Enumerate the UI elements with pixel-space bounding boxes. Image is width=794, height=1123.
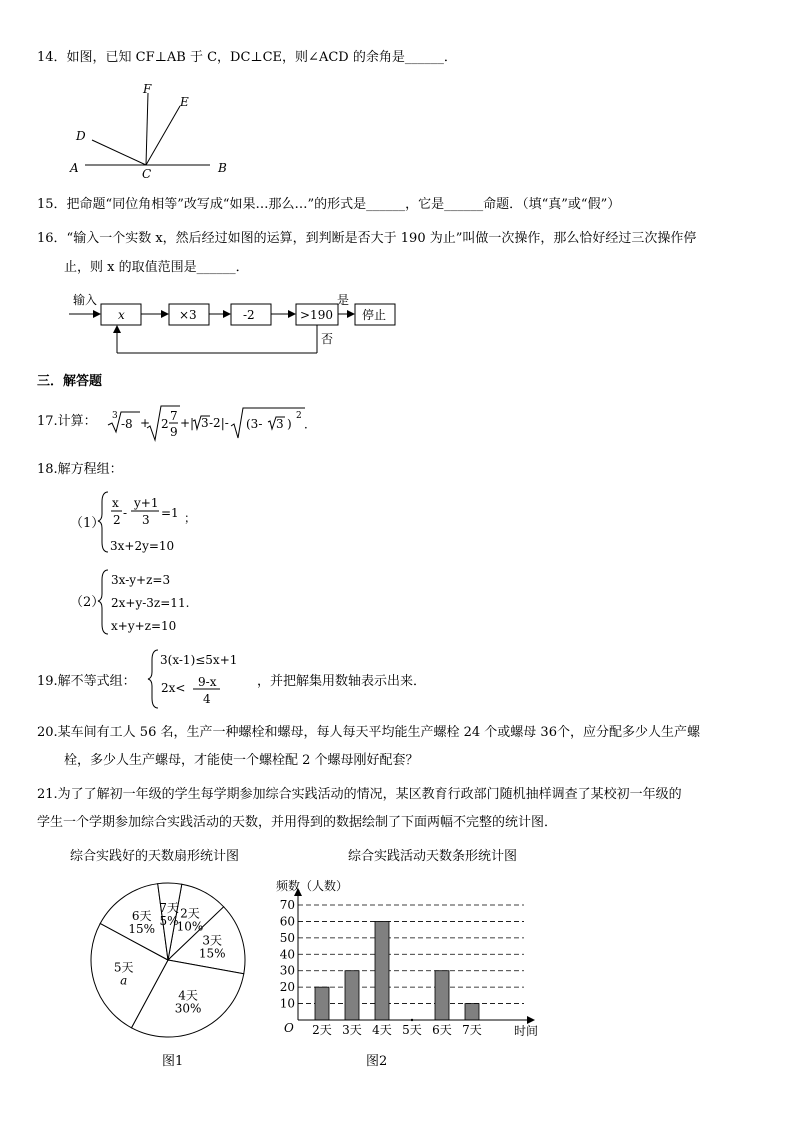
q18-title: 18.解方程组： — [37, 462, 123, 477]
q18-system1 — [98, 490, 208, 555]
svg-text:-: - — [123, 506, 128, 520]
svg-text:2: 2 — [113, 513, 121, 527]
svg-text:+|: +| — [180, 416, 195, 430]
x-tick-4: 6天 — [432, 1023, 452, 1037]
svg-text:2x<: 2x< — [161, 681, 186, 695]
q16-line1: 16．“输入一个实数 x，然后经过如图的运算，到判断是否大于 190 为止”叫做一次操作，那么恰好经过三次操作停 — [37, 231, 697, 246]
q16-line2: 止，则 x 的取值范围是______． — [64, 260, 249, 275]
flow-box-x-text: x — [118, 308, 125, 322]
pie-pct-4: 15% — [128, 922, 156, 937]
q14-figure — [60, 80, 240, 180]
label-b: B — [218, 161, 227, 175]
y-tick-40: 40 — [279, 947, 295, 962]
flow-box-minus2-text: -2 — [243, 308, 255, 322]
x-tick-0: 2天 — [312, 1023, 332, 1037]
svg-text:3: 3 — [142, 513, 150, 527]
y-tick-30: 30 — [279, 963, 295, 978]
q15-text: 15．把命题“同位角相等”改写成“如果…那么…”的形式是______，它是______命题．（填“真”或“假”） — [37, 197, 621, 212]
svg-text:3: 3 — [112, 411, 118, 421]
svg-text:7: 7 — [170, 409, 178, 423]
svg-text:2x+y-3z=11.: 2x+y-3z=11. — [111, 596, 190, 610]
flow-box-stop-text: 停止 — [362, 308, 387, 322]
bar-4 — [435, 971, 449, 1020]
q19-prefix: 19.解不等式组： — [37, 674, 136, 689]
pie-label-1: 3天 — [202, 933, 223, 948]
q21-line1: 21.为了了解初一年级的学生每学期参加综合实践活动的情况，某区教育行政部门随机抽样调查了某校初一年级的 — [37, 787, 682, 802]
origin-label: O — [284, 1021, 294, 1035]
flow-input-label: 输入 — [73, 293, 98, 307]
q18-system2 — [98, 568, 218, 636]
flow-yes-label: 是 — [337, 293, 350, 307]
pie-pct-3: a — [120, 973, 128, 988]
pie-pct-2: 30% — [174, 1001, 202, 1016]
q20-line2: 栓，多少人生产螺母，才能使一个螺栓配 2 个螺母刚好配套？ — [64, 753, 419, 768]
y-tick-60: 60 — [279, 914, 295, 929]
svg-text:+: + — [140, 416, 151, 430]
pie-label-2: 4天 — [178, 988, 198, 1003]
line-cd — [92, 140, 146, 165]
pie-label-5: 7天 — [159, 900, 179, 915]
svg-text:3: 3 — [201, 416, 209, 430]
svg-text:y+1: y+1 — [134, 496, 159, 510]
svg-text:．: ． — [304, 417, 317, 431]
pie-title: 综合实践好的天数扇形统计图 — [70, 849, 240, 864]
label-f: F — [143, 82, 152, 96]
flow-box-gt190-text: >190 — [300, 308, 333, 322]
q18-p2-label: （2） — [70, 595, 105, 610]
svg-text:；: ； — [184, 511, 197, 525]
x-tick-3: 5天 — [402, 1023, 422, 1037]
pie-pct-0: 10% — [176, 919, 204, 934]
svg-text:-2|-: -2|- — [209, 416, 229, 430]
q19-suffix: ，并把解集用数轴表示出来． — [257, 674, 427, 689]
bar-chart — [272, 875, 547, 1050]
pie-caption: 图1 — [162, 1054, 184, 1069]
label-a: A — [70, 161, 79, 175]
pie-label-0: 2天 — [180, 906, 200, 921]
q14-text: 14．如图，已知 CF⊥AB 于 C，DC⊥CE，则∠ACD 的余角是______． — [37, 50, 457, 65]
svg-text:9-x: 9-x — [198, 675, 217, 689]
pie-pct-5: 5% — [159, 913, 179, 928]
pie-label-3: 5天 — [113, 960, 134, 975]
line-cf — [146, 93, 148, 165]
svg-text:x: x — [112, 496, 119, 510]
y-tick-50: 50 — [279, 930, 295, 945]
y-tick-20: 20 — [279, 980, 295, 995]
svg-text:(3-: (3- — [246, 417, 263, 431]
pie-label-4: 6天 — [131, 909, 152, 924]
line-ce — [146, 106, 180, 165]
svg-text:3x-y+z=3: 3x-y+z=3 — [111, 573, 171, 587]
x-tick-1: 3天 — [342, 1023, 362, 1037]
section-title: 三．解答题 — [37, 374, 103, 389]
svg-text:=1: =1 — [161, 506, 179, 520]
label-e: E — [180, 95, 189, 109]
y-tick-70: 70 — [279, 898, 295, 912]
x-tick-5: 7天 — [462, 1023, 482, 1037]
bar-5 — [465, 1004, 479, 1020]
bar-caption: 图2 — [366, 1054, 388, 1069]
q17-prefix: 17.计算： — [37, 414, 97, 429]
svg-text:2: 2 — [161, 417, 169, 431]
bar-title: 综合实践活动天数条形统计图 — [348, 849, 518, 864]
q17-expression — [100, 400, 330, 445]
bar-0 — [315, 987, 329, 1020]
flow-no-label: 否 — [321, 332, 334, 346]
svg-text:): ) — [287, 417, 292, 431]
q21-line2: 学生一个学期参加综合实践活动的天数，并用得到的数据绘制了下面两幅不完整的统计图． — [37, 815, 558, 830]
label-c: C — [142, 167, 152, 181]
bar-ylabel: 频数（人数） — [276, 879, 349, 893]
svg-text:3(x-1)≤5x+1: 3(x-1)≤5x+1 — [160, 653, 238, 667]
pie-pct-1: 15% — [198, 946, 226, 961]
q20-line1: 20.某车间有工人 56 名，生产一种螺栓和螺母，每人每天平均能生产螺栓 24 个或螺母 36个，应分配多少人生产螺 — [37, 725, 700, 740]
svg-text:3x+2y=10: 3x+2y=10 — [110, 539, 175, 553]
flow-box-times3-text: ×3 — [179, 308, 197, 322]
svg-text:2: 2 — [296, 411, 302, 421]
bar-2 — [375, 921, 389, 1020]
q18-p1-label: （1） — [70, 516, 105, 531]
svg-text:4: 4 — [203, 692, 211, 706]
x-tick-2: 4天 — [372, 1023, 392, 1037]
q16-flowchart — [65, 290, 405, 360]
svg-text:x+y+z=10: x+y+z=10 — [111, 619, 177, 633]
label-d: D — [76, 129, 86, 143]
svg-text:3: 3 — [276, 417, 284, 431]
pie-chart — [88, 880, 248, 1040]
svg-text:-8: -8 — [121, 417, 133, 431]
bar-1 — [345, 971, 359, 1020]
y-tick-10: 10 — [279, 996, 295, 1011]
bar-xlabel: 时间 — [514, 1024, 539, 1038]
q19-system — [148, 648, 268, 710]
svg-text:9: 9 — [170, 425, 178, 439]
